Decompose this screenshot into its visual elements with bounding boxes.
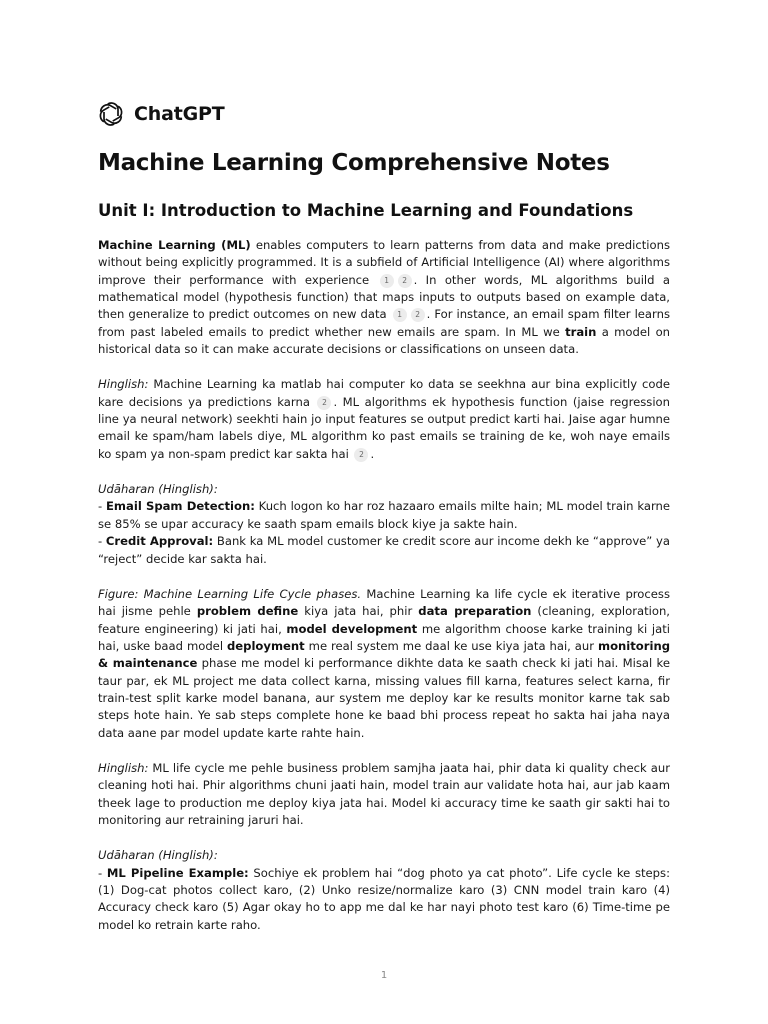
bullet-dash: - <box>98 499 107 514</box>
citation-badge[interactable]: 1 <box>380 274 394 288</box>
train-term: train <box>565 324 597 339</box>
example-item <box>98 498 670 533</box>
paragraph-text: phase me model ki performance dikhte data ke saath check ki jati hai. Misal ke taur par, ek ML project me data collect karna, missing values fill karna, features select karna, fir train-test split karke model banana, aur system me deploy kar ke results monitor karne tak sab steps hote hain. Ye sab steps complete hone ke baad bhi process repeat ho sakta hai jaha naya data aane par model update karte rahte hain. <box>98 656 670 740</box>
bullet-dash: - <box>98 534 106 549</box>
examples-paragraph <box>98 481 670 568</box>
examples-label: Udāharan (Hinglish): <box>98 482 218 497</box>
phase-term: problem define <box>196 604 299 619</box>
example-text: Kuch logon ko har roz hazaaro emails milte hain; ML model train karne se 85% se upar accuracy ke saath spam emails block kiye ja sakte hain. <box>98 499 670 531</box>
paragraph-text: ML life cycle me pehle business problem samjha jaata hai, phir data ki quality check aur cleaning hoti hai. Phir algorithms chuni jaati hain, model train aur validate hota hai, aur jab kaam theek lage to production me deploy kiya jata hai. Model ki accuracy time ke saath gir sakti hai to monitoring aur retraining jaruri hai. <box>98 760 670 827</box>
paragraph-text: me real system me daal ke use kiya jata hai, aur <box>304 638 598 653</box>
paragraph-text: . <box>370 446 375 461</box>
phase-term: deployment <box>227 638 305 653</box>
paragraph-text: Machine Learning ka life cycle ek iterative process hai jisme pehle <box>98 586 670 619</box>
paragraph-text: kiya jata hai, phir <box>298 604 419 619</box>
page-title: Machine Learning Comprehensive Notes <box>98 150 610 176</box>
example-term: ML Pipeline Example: <box>106 865 249 880</box>
citation-badge[interactable]: 2 <box>398 274 412 288</box>
chatgpt-logo <box>98 101 224 127</box>
unit-heading: Unit I: Introduction to Machine Learning and Foundations <box>98 201 634 220</box>
paragraph-text: Machine Learning ka matlab hai computer ko data se seekhna aur bina explicitly code kare decisions ya predictions karna <box>98 377 670 409</box>
paragraph-text: me algorithm choose karke training ki jati hai, uske baad model <box>98 621 670 653</box>
hinglish-label: Hinglish: <box>98 377 149 392</box>
hinglish-label: Hinglish: <box>98 760 149 775</box>
lifecycle-paragraph <box>98 586 670 742</box>
intro-paragraph <box>98 237 670 358</box>
ml-term: Machine Learning (ML) <box>98 238 251 252</box>
citation-badge[interactable]: 2 <box>317 396 331 410</box>
example-text: Sochiye ek problem hai “dog photo ya cat photo”. Life cycle ke steps: (1) Dog-cat photos collect karo, (2) Unko resize/normalize karo (3) CNN model train karo (4) Accuracy check karo (5) Agar okay ho to app me dal ke har nayi photo test karo (6) Time-time pe model ko retrain karte raho. <box>98 865 670 932</box>
phase-term: monitoring & maintenance <box>98 638 671 671</box>
paragraph-text: . In other words, ML algorithms build a mathematical model (hypothesis function) that maps inputs to outputs based on example data, then generalize to predict outcomes on new data <box>98 272 670 322</box>
example-item <box>98 865 670 934</box>
phase-term: data preparation <box>418 604 532 619</box>
logo-text: ChatGPT <box>134 103 225 125</box>
lifecycle-hinglish-paragraph <box>98 760 670 829</box>
paragraph-text: . For instance, an email spam filter learns from past labeled emails to predict whether new emails are spam. In ML we <box>98 307 670 339</box>
openai-logo-icon <box>98 101 124 127</box>
figure-caption: Figure: Machine Learning Life Cycle phases. <box>98 586 362 601</box>
paragraph-text: enables computers to learn patterns from data and make predictions without being explicitly programmed. It is a subfield of Artificial Intelligence (AI) where algorithms improve their performance with experience <box>98 238 670 287</box>
example-text: Bank ka ML model customer ke credit score aur income dekh ke “approve” ya “reject” decide kar sakta hai. <box>98 534 671 566</box>
citation-badge[interactable]: 1 <box>393 308 407 322</box>
hinglish-paragraph <box>98 376 670 463</box>
citation-badge[interactable]: 2 <box>411 308 425 322</box>
bullet-dash: - <box>98 865 107 880</box>
examples-label: Udāharan (Hinglish): <box>98 848 218 863</box>
paragraph-text: a model on historical data so it can make accurate decisions or classifications on unseen data. <box>98 324 671 357</box>
pipeline-example-paragraph <box>98 847 670 934</box>
document-body <box>98 237 670 952</box>
paragraph-text: . ML algorithms ek hypothesis function (jaise regression line ya neural network) seekhti hain jo input features se output predict karti hai. Jaise agar humne email ke spam/ham labels diye, ML algorithm ko past emails se training de ke, woh naye emails ko spam ya non-spam predict kar sakta hai <box>98 394 670 461</box>
phase-term: model development <box>286 621 418 636</box>
example-term: Credit Approval: <box>105 534 214 549</box>
citation-badge[interactable]: 2 <box>354 448 368 462</box>
example-item <box>98 533 670 568</box>
example-term: Email Spam Detection: <box>106 499 255 514</box>
paragraph-text: (cleaning, exploration, feature engineering) ki jati hai, <box>98 604 670 636</box>
page-number: 1 <box>380 970 388 981</box>
